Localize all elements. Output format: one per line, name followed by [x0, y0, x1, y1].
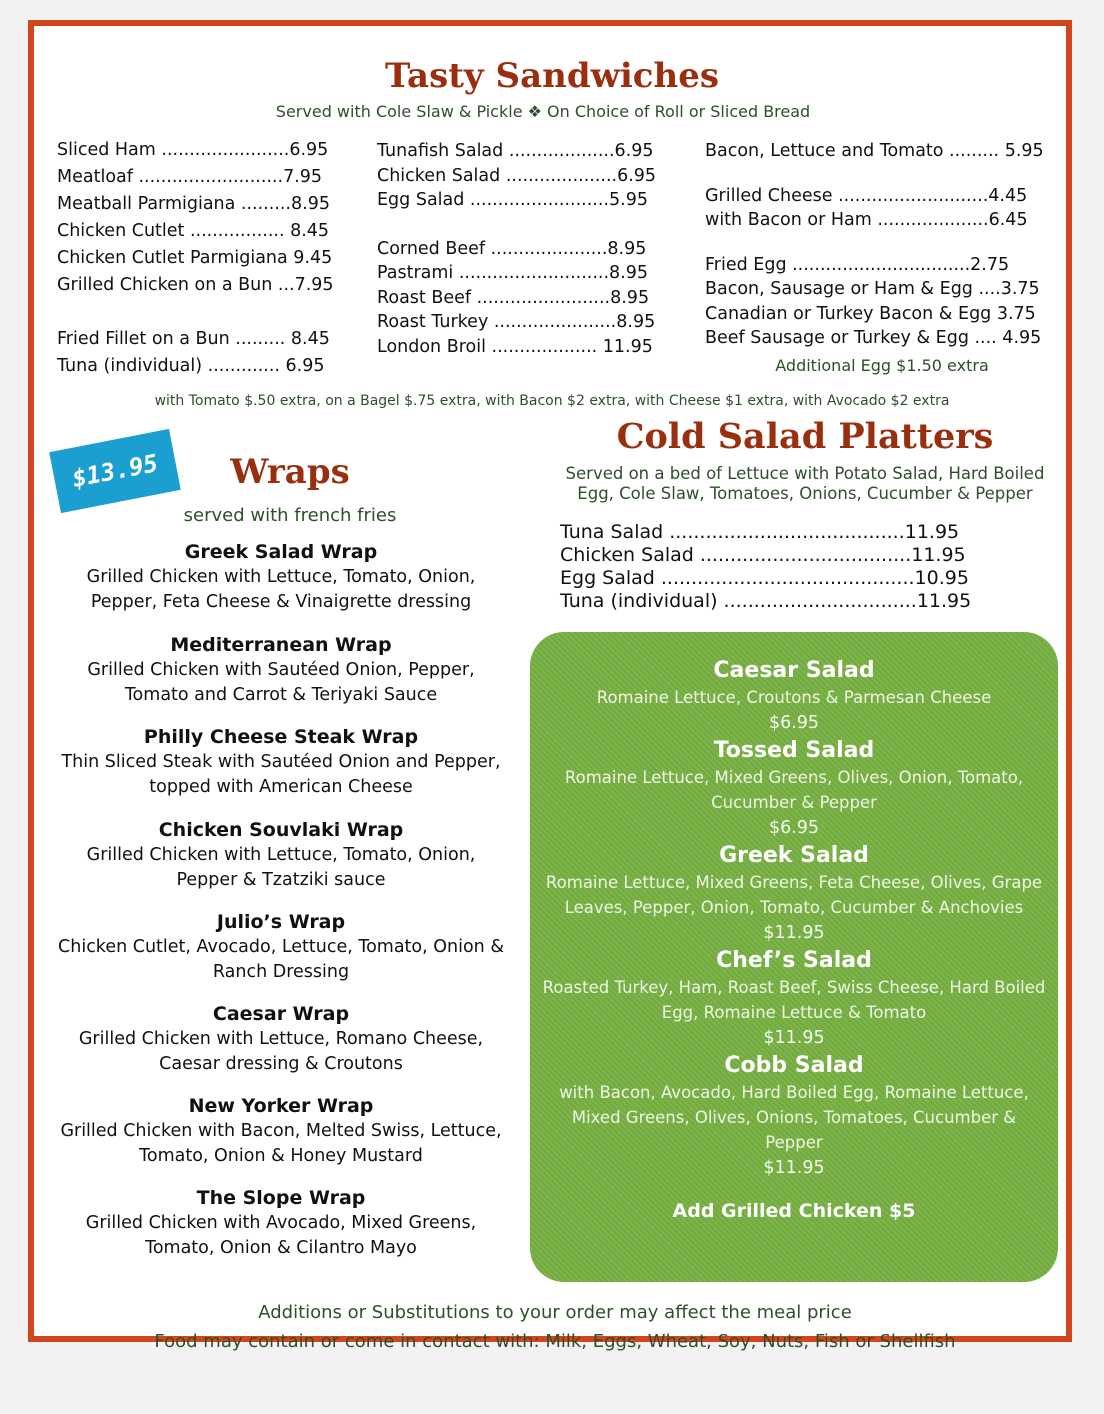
wrap-desc: Grilled Chicken with Lettuce, Romano Cheese, [78, 1029, 484, 1049]
salad-item [530, 1051, 1058, 1181]
wrap-name: Mediterranean Wrap [170, 634, 392, 656]
sandwich-item: London Broil ................... 11.95 [377, 336, 653, 357]
sandwich-item: Grilled Cheese ...........................4.45 [705, 185, 1028, 206]
platter-item: Chicken Salad ...................................11.95 [560, 544, 966, 566]
wrap-desc: Grilled Chicken with Lettuce, Tomato, Onion, [86, 567, 476, 587]
wrap-desc: Pepper & Tzatziki sauce [176, 870, 386, 890]
salad-desc: Romaine Lettuce, Croutons & Parmesan Cheese [596, 688, 992, 707]
wrap-item [36, 540, 526, 633]
sandwich-item: with Bacon or Ham ....................6.45 [705, 210, 1028, 230]
wraps-subtitle: served with french fries [183, 505, 397, 526]
footer-line: Food may contain or come in contact with: Milk, Eggs, Wheat, Soy, Nuts, Fish or Shellfish [154, 1331, 956, 1352]
salad-desc: Egg, Romaine Lettuce & Tomato [661, 1003, 927, 1022]
wrap-name: Greek Salad Wrap [184, 541, 378, 563]
wrap-desc: Tomato and Carrot & Teriyaki Sauce [124, 685, 438, 705]
salad-price: $11.95 [763, 1158, 825, 1178]
wrap-item [36, 633, 526, 725]
platters-title: Cold Salad Platters [616, 416, 994, 457]
salad-desc: Romaine Lettuce, Mixed Greens, Olives, Onion, Tomato, [564, 768, 1024, 787]
sandwich-item: Grilled Chicken on a Bun ...7.95 [57, 275, 334, 295]
salad-item [530, 841, 1058, 946]
salad-price: $6.95 [768, 818, 820, 838]
sandwich-item: Chicken Salad ....................6.95 [377, 165, 657, 186]
additional-egg-note: Additional Egg $1.50 extra [775, 356, 989, 375]
platter-item: Tuna (individual) ................................11.95 [560, 590, 972, 612]
wrap-name: Caesar Wrap [212, 1003, 350, 1025]
sandwich-item: Canadian or Turkey Bacon & Egg 3.75 [705, 303, 1036, 324]
salad-name: Caesar Salad [713, 658, 875, 683]
footer-line: Additions or Substitutions to your order may affect the meal price [258, 1302, 852, 1323]
wrap-desc: Thin Sliced Steak with Sautéed Onion and Pepper, [61, 752, 501, 772]
sandwich-item: Tunafish Salad ...................6.95 [377, 141, 654, 161]
platters-subtitle [540, 464, 1070, 504]
wrap-desc: Grilled Chicken with Lettuce, Tomato, Onion, [86, 845, 476, 865]
salad-desc: Cucumber & Pepper [711, 793, 877, 812]
sandwiches-title: Tasty Sandwiches [385, 56, 719, 96]
salad-desc: Leaves, Pepper, Onion, Tomato, Cucumber & Anchovies [564, 898, 1024, 917]
sandwich-item: Chicken Cutlet Parmigiana 9.45 [57, 248, 333, 268]
sandwich-item: Pastrami ...........................8.95 [377, 263, 649, 283]
salad-name: Chef’s Salad [716, 948, 872, 973]
sandwich-item: Corned Beef .....................8.95 [377, 238, 647, 259]
salad-item [530, 656, 1058, 736]
wrap-desc: Chicken Cutlet, Avocado, Lettuce, Tomato, Onion & [58, 937, 504, 957]
wrap-name: Julio’s Wrap [216, 911, 346, 933]
salad-price: $6.95 [768, 713, 820, 733]
platter-item: Tuna Salad .......................................11.95 [560, 521, 960, 543]
wrap-item [36, 1002, 526, 1094]
salad-item [530, 946, 1058, 1051]
wrap-desc: Grilled Chicken with Avocado, Mixed Greens, [85, 1213, 477, 1233]
wrap-desc: Pepper, Feta Cheese & Vinaigrette dressing [90, 592, 472, 612]
wraps-list [36, 540, 526, 1266]
sandwich-item: Roast Turkey ......................8.95 [377, 312, 656, 332]
wrap-name: Chicken Souvlaki Wrap [158, 819, 404, 841]
salad-desc: Romaine Lettuce, Mixed Greens, Feta Cheese, Olives, Grape [545, 873, 1043, 892]
wrap-desc: Caesar dressing & Croutons [159, 1054, 403, 1074]
salad-name: Greek Salad [719, 843, 869, 868]
sandwich-item: Sliced Ham .......................6.95 [57, 140, 329, 160]
wrap-name: Philly Cheese Steak Wrap [143, 726, 419, 748]
wrap-item [36, 910, 526, 1002]
salad-price: $11.95 [763, 923, 825, 943]
platter-item: Egg Salad ..........................................10.95 [560, 567, 969, 589]
wrap-desc: Grilled Chicken with Sautéed Onion, Pepper, [87, 660, 475, 680]
wrap-desc: Tomato, Onion & Cilantro Mayo [145, 1238, 417, 1258]
sandwich-item: Fried Egg ................................2.75 [705, 254, 1010, 275]
add-chicken-note: Add Grilled Chicken $5 [672, 1200, 916, 1222]
wrap-item [36, 1186, 526, 1266]
sandwich-item: Meatball Parmigiana .........8.95 [57, 194, 330, 214]
salad-desc: with Bacon, Avocado, Hard Boiled Egg, Romaine Lettuce, [559, 1083, 1029, 1102]
salad-desc: Pepper [765, 1133, 823, 1152]
sandwich-col-3 [705, 139, 1044, 351]
wrap-name: New Yorker Wrap [188, 1095, 374, 1117]
sandwich-item: Fried Fillet on a Bun ......... 8.45 [57, 329, 330, 349]
wrap-item [36, 818, 526, 910]
sandwich-item: Tuna (individual) ............. 6.95 [57, 356, 325, 376]
salad-name: Tossed Salad [713, 738, 875, 763]
sandwich-item: Beef Sausage or Turkey & Egg .... 4.95 [705, 328, 1042, 348]
salad-name: Cobb Salad [724, 1053, 864, 1078]
wraps-title: Wraps [230, 452, 350, 492]
sandwiches-subtitle: Served with Cole Slaw & Pickle ❖ On Choice of Roll or Sliced Bread [275, 102, 811, 121]
wrap-item [36, 725, 526, 818]
sandwich-item: Chicken Cutlet ................. 8.45 [57, 221, 330, 241]
wrap-desc: topped with American Cheese [149, 777, 413, 797]
platters-subtitle-line: Served on a bed of Lettuce with Potato Salad, Hard Boiled [565, 464, 1045, 483]
wrap-desc: Grilled Chicken with Bacon, Melted Swiss, Lettuce, [60, 1121, 502, 1141]
sandwich-item: Egg Salad .........................5.95 [377, 190, 648, 210]
sandwich-item: Roast Beef ........................8.95 [377, 287, 650, 308]
salad-desc: Mixed Greens, Olives, Onions, Tomatoes, Cucumber & [571, 1108, 1017, 1127]
sandwich-item: Bacon, Sausage or Ham & Egg ....3.75 [705, 279, 1040, 299]
wraps-price: $13.95 [69, 448, 161, 494]
wrap-desc: Tomato, Onion & Honey Mustard [139, 1146, 423, 1166]
platters-subtitle-line: Egg, Cole Slaw, Tomatoes, Onions, Cucumber & Pepper [577, 484, 1033, 503]
sandwich-item: Meatloaf ..........................7.95 [57, 167, 323, 187]
platters-list [560, 521, 971, 613]
sandwich-col-2 [377, 139, 656, 359]
salad-desc: Roasted Turkey, Ham, Roast Beef, Swiss Cheese, Hard Boiled [542, 978, 1046, 997]
footer-notes [0, 1298, 1104, 1356]
wrap-desc: Ranch Dressing [212, 962, 350, 982]
sandwich-extras-note: with Tomato $.50 extra, on a Bagel $.75 extra, with Bacon $2 extra, with Cheese $1 extra, with Avocado $2 extra [154, 393, 950, 409]
salads-box [530, 632, 1058, 1282]
sandwich-col-1 [57, 137, 334, 380]
salad-price: $11.95 [763, 1028, 825, 1048]
salad-item [530, 736, 1058, 841]
sandwich-item: Bacon, Lettuce and Tomato ......... 5.95 [705, 141, 1044, 161]
wrap-name: The Slope Wrap [196, 1187, 366, 1209]
wrap-item [36, 1094, 526, 1186]
